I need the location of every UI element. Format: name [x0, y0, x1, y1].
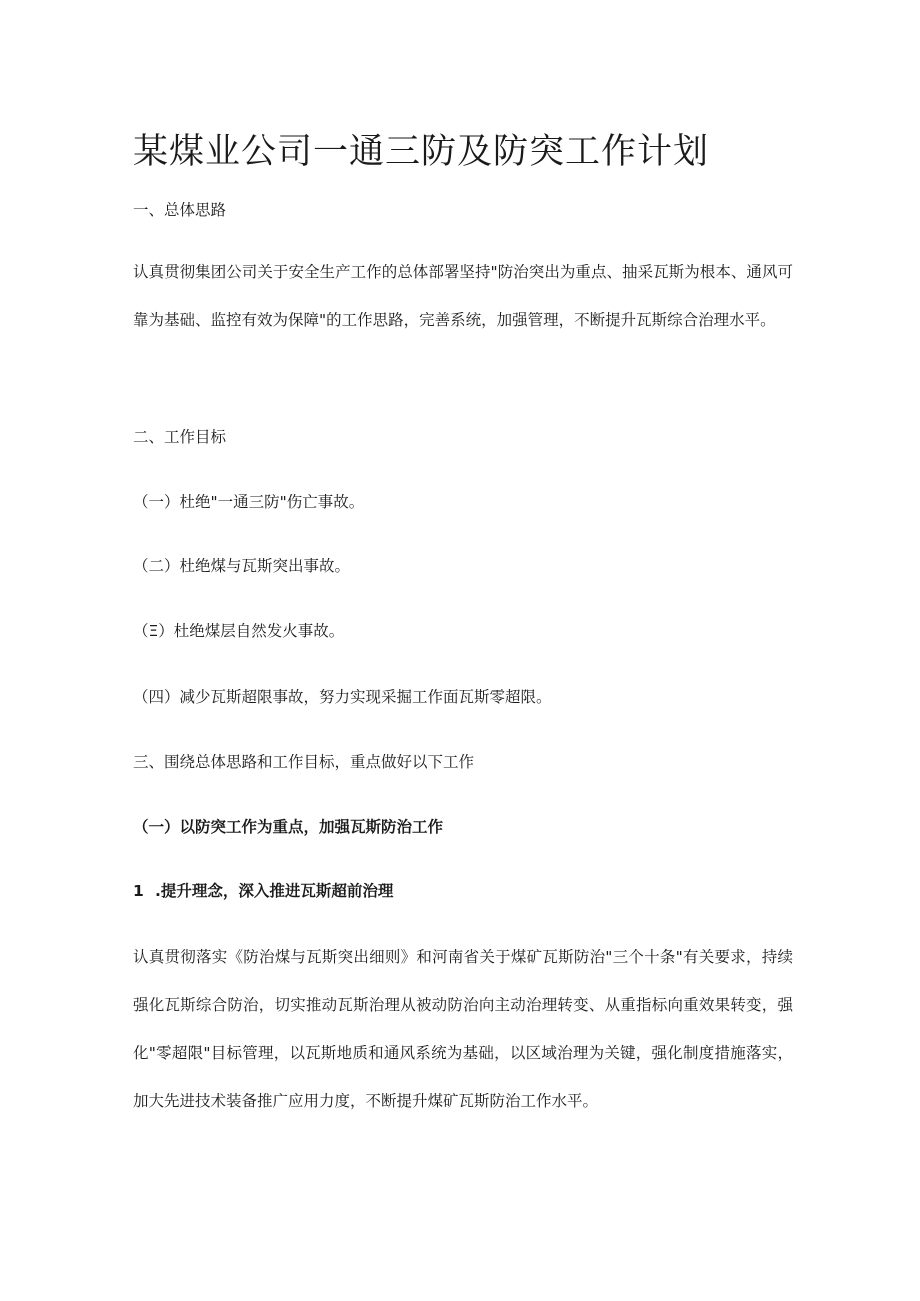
document-title: 某煤业公司一通三防及防突工作计划 [133, 132, 710, 172]
item-heading-text: .提升理念，深入推进瓦斯超前治理 [155, 882, 394, 900]
goal-item-1: （一）杜绝"一通三防"伤亡事故。 [133, 493, 365, 511]
paragraph-advance-gas-control: 认真贯彻落实《防治煤与瓦斯突出细则》和河南省关于煤矿瓦斯防治"三个十条"有关要求，持续强化瓦斯综合防治，切实推动瓦斯治理从被动防治向主动治理转变、从重指标向重效果转变，强化"零超限"目标管理，以瓦斯地质和通风系统为基础，以区域治理为关键，强化制度措施落实，加大先进技术装备推广应用力度，不断提升煤矿瓦斯防治工作水平。 [133, 948, 793, 1110]
item-number: 1 [133, 882, 144, 900]
section-heading-work-goals: 二、工作目标 [133, 428, 227, 446]
paragraph-overall-approach: 认真贯彻集团公司关于安全生产工作的总体部署坚持"防治突出为重点、抽采瓦斯为根本、通风可靠为基础、监控有效为保障"的工作思路，完善系统，加强管理，不断提升瓦斯综合治理水平。 [133, 263, 793, 329]
section-heading-key-work: 三、围绕总体思路和工作目标，重点做好以下工作 [133, 753, 475, 771]
goal-item-2: （二）杜绝煤与瓦斯突出事故。 [133, 557, 351, 575]
subsection-heading-outburst-prevention: （一）以防突工作为重点，加强瓦斯防治工作 [133, 818, 444, 836]
item-heading-advance-gas-control [133, 879, 393, 901]
goal-item-4: （四）减少瓦斯超限事故，努力实现采掘工作面瓦斯零超限。 [133, 688, 552, 706]
section-heading-overall-approach: 一、总体思路 [133, 201, 227, 219]
goal-item-3: （Ξ）杜绝煤层自然发火事故。 [133, 622, 345, 640]
